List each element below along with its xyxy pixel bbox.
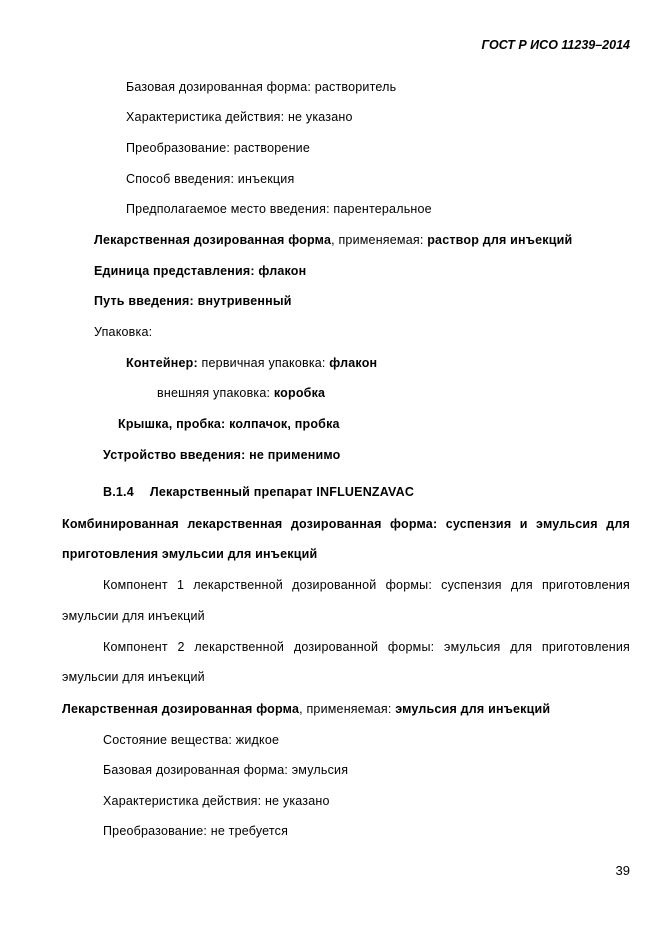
bold-term: флакон — [329, 356, 378, 370]
text-line: эмульсии для инъекций — [62, 609, 205, 623]
text-line: Компонент 2 лекарственной дозированной формы: эмульсия для приготовления — [103, 640, 630, 654]
text-line: эмульсии для инъекций — [62, 670, 205, 684]
text-line: Компонент 1 лекарственной дозированной формы: суспензия для приготовления — [103, 578, 630, 592]
bold-term: раствор для инъекций — [427, 233, 573, 247]
text-line: Преобразование: растворение — [126, 141, 311, 155]
text-line — [157, 386, 325, 400]
bold-term: Контейнер: — [126, 356, 198, 370]
text-line: Единица представления: флакон — [94, 264, 307, 278]
section-number: В.1.4 — [103, 485, 134, 499]
plain-text: первичная упаковка: — [197, 356, 330, 370]
section-title: Лекарственный препарат INFLUENZAVAC — [149, 485, 415, 499]
text-line: Базовая дозированная форма: эмульсия — [103, 763, 349, 777]
plain-text: внешняя упаковка: — [157, 386, 274, 400]
page-number: 39 — [615, 863, 630, 878]
plain-text: , применяемая: — [331, 233, 428, 247]
text-line: приготовления эмульсии для инъекций — [62, 547, 318, 561]
section-heading — [103, 485, 414, 499]
text-line: Характеристика действия: не указано — [126, 110, 353, 124]
bold-term: Лекарственная дозированная форма — [62, 702, 300, 716]
bold-term: эмульсия для инъекций — [395, 702, 551, 716]
text-line: Характеристика действия: не указано — [103, 794, 330, 808]
text-line: Способ введения: инъекция — [126, 172, 295, 186]
plain-text: , применяемая: — [299, 702, 396, 716]
text-line: Базовая дозированная форма: растворитель — [126, 80, 397, 94]
text-line: Состояние вещества: жидкое — [103, 733, 280, 747]
text-line: Предполагаемое место введения: парентеральное — [126, 202, 432, 216]
text-line: Комбинированная лекарственная дозированная форма: суспензия и эмульсия для — [62, 517, 630, 531]
bold-term: коробка — [273, 386, 326, 400]
text-line: Путь введения: внутривенный — [94, 294, 292, 308]
text-line: Крышка, пробка: колпачок, пробка — [118, 417, 340, 431]
text-line — [94, 233, 572, 247]
bold-term: Лекарственная дозированная форма — [94, 233, 332, 247]
text-line: Упаковка: — [94, 325, 153, 339]
text-line: Преобразование: не требуется — [103, 824, 289, 838]
standard-header: ГОСТ Р ИСО 11239–2014 — [481, 38, 630, 52]
text-line — [62, 702, 550, 716]
text-line: Устройство введения: не применимо — [103, 448, 341, 462]
text-line — [126, 356, 377, 370]
